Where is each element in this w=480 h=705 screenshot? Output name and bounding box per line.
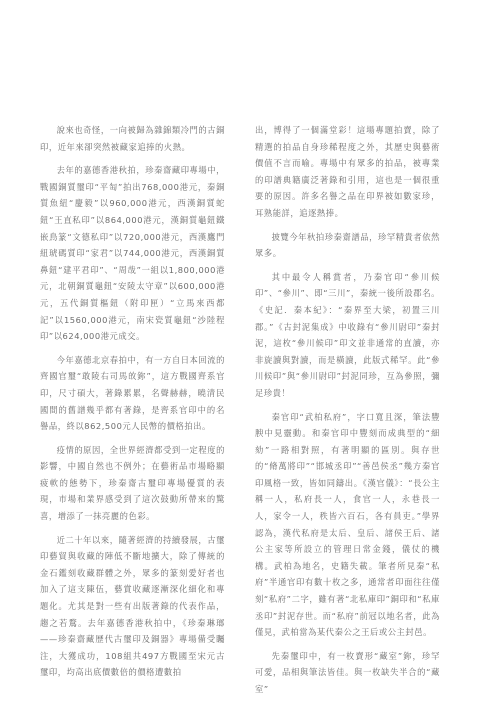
paragraph: 疫情的原因，全世界經濟都受到一定程度的影響，中國自然也不例外；在藝術品市場略顯疲軟的態勢下，珍秦齋古璽印專場優質的表現，市場和業界感受到了這次鼓動所帶來的驚喜，增添了一抹亮麗的色彩。 (40, 444, 225, 522)
left-text-column (40, 122, 225, 688)
paragraph: 今年嘉德北京春拍中，有一方自日本回流的齊國官璽“敢陵右司馬敀鉨”，這方戰國齊系官印，尺寸碩大，著錄累累，名聲赫赫，曉清民國間的舊譜幾乎都有著錄，是齊系官印中的名譽品，終以862,500元人民幣的價格拍出。 (40, 354, 225, 432)
paragraph: 說來也奇怪，一向被歸為雜錦類冷門的古銅印，近年來卻突然被藏家追捧的火熱。 (40, 125, 225, 152)
paragraph-continued: 出，博得了一個滿堂彩！這場專題拍賣，除了精選的拍品自身珍稀程度之外，其歷史與藝術價值不言而喻。專場中有眾多的拍品，被專業的印譜典籍廣泛著錄和引用，這也是一個很重要的原因。許多名譽之品在印界被如數家珍，耳熟能詳，追逐熱捧。 (255, 125, 440, 218)
paragraph: 秦官印“武柏私府”，字口寬且深，筆法豐腴中見靈動。和秦官印中豐刻而成典型的“細劾”一路相對照，有著明顯的區別。與存世的“脩萬將印”“邯城丞印”“善邑侯丞”幾方秦官印風格一致，皆如同鑄出。《漢官儀》：“長公主稱一人，私府長一人，食官一人，永巷長一人，家令一人，秩皆六百石，各有員吏。”學界認為，漢代私府是太后、皇后、諸侯王后、諸公主家等所設立的管理日常金錢，儀仗的機構。武柏為地名，史籍失載。筆者所見秦“私府”半通官印有數十枚之多，通常者印面往往僅刻“私府”二字，雖有著“北私庫印”銅印和“私庫丞印”封泥存世。而“私府”前冠以地名者，此為僅見，武柏當為某代秦公之王后或公主封邑。 (255, 411, 440, 638)
paragraph: 近二十年以來，隨著經濟的持續發展，古璽印藝貿與收藏的陣低不斷地擴大，除了傳統的金石鑑刻收藏群體之外，眾多的篆刻愛好者也加入了這支陳伍，藝賞收藏逐漸深化細化和專題化。尤其是對一些有出版著錄的代表作品，趨之若鶩。去年嘉德香港秋拍中，《珍秦琳瑯——珍秦齋藏歷代古璽印及銅器》專場備受矚注，大獲成功，108組共497方戰國至宋元古璽印，均高出底價數倍的價格遭數拍 (40, 534, 225, 678)
right-text-column (255, 122, 440, 705)
paragraph: 披覽今年秋拍珍秦齋譜品，珍罕精貴者依然眾多。 (255, 231, 440, 259)
paragraph: 先秦璽印中，有一枚賣形“藏室”鉨，珍罕可愛，品相與筆法皆佳。與一枚缺失半合的“藏室” (255, 650, 440, 694)
paragraph: 去年的嘉德香港秋拍，珍秦齋藏印專場中，戰國銅質璽印“平匋”拍出768,000港元，秦銅質魚紐“慶毅”以960,000港元，西漢銅質蛇鈕“王直私印”以864,000港元，漢銅質龜鈕鐵嵌鳥篆“文德私印”以720,000港元，西漢鷹門紐琥碼質印“家君”以744,000港元，西漢銅質鼻鈕“建平君印”、“周哉”一組以1,800,000港元，北朝銅質龜鈕“安陵太守章”以600,000港元，五代銅質樞鈕（附印匣）“立馬來西都記”以1560,000港元，南宋瓷質龜鈕“沙陸程印”以624,000港元成交。 (40, 165, 225, 342)
paragraph: 其中最令人稱賞者，乃秦官印“參川候印”、“參川”、即“三川”，秦統一後所設郡名。《史記．秦本紀》：“秦界至大梁，初置三川郡。”《古封泥集成》中收錄有“參川尉印”秦封泥，這枚“參川候印”印文並非通常的直讀，亦非旋讀與對讀，而是橫讀，此版式稀罕。此“參川候印”與“參川尉印”封泥同珍，互為參照，彌足珍貴！ (255, 271, 440, 398)
